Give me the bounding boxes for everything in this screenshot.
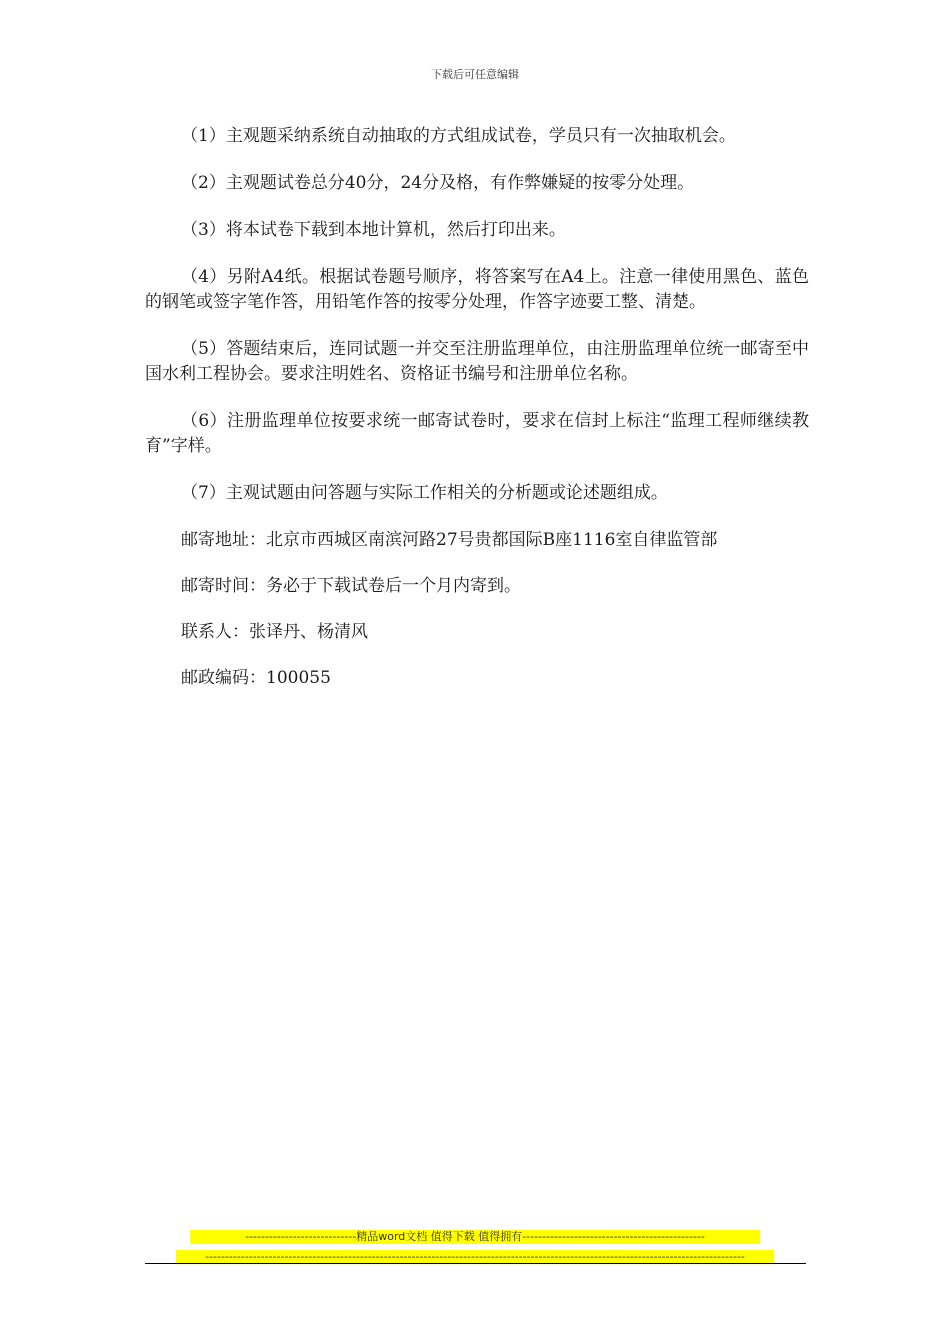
rule-item-1: （1）主观题采纳系统自动抽取的方式组成试卷，学员只有一次抽取机会。 — [181, 126, 736, 146]
rule-item-3: （3）将本试卷下载到本地计算机，然后打印出来。 — [181, 220, 566, 240]
rule-item-4: （4）另附A4纸。根据试卷题号顺序，将答案写在A4上。注意一律使用黑色、蓝色的钢笔或签字笔作答，用铅笔作答的按零分处理，作答字迹要工整、清楚。 — [145, 267, 809, 312]
rule-item-2: （2）主观题试卷总分40分，24分及格，有作弊嫌疑的按零分处理。 — [181, 173, 695, 193]
document-body — [145, 124, 809, 712]
footer-banner-line-2: ---------------------------------------------------------------------------------------------------------------------------------------- — [176, 1250, 774, 1264]
footer-banner-line-1: ----------------------------精品word文档 值得下载 值得拥有---------------------------------------------- — [190, 1230, 760, 1244]
contact-persons: 联系人：张译丹、杨清风 — [181, 622, 368, 642]
mailing-time: 邮寄时间：务必于下载试卷后一个月内寄到。 — [181, 576, 521, 596]
rule-item-6: （6）注册监理单位按要求统一邮寄试卷时，要求在信封上标注“监理工程师继续教育”字样。 — [145, 411, 809, 456]
rule-item-5: （5）答题结束后，连同试题一并交至注册监理单位，由注册监理单位统一邮寄至中国水利工程协会。要求注明姓名、资格证书编号和注册单位名称。 — [145, 339, 809, 384]
mailing-address: 邮寄地址：北京市西城区南滨河路27号贵都国际B座1116室自律监管部 — [181, 530, 718, 550]
postal-code: 邮政编码：100055 — [181, 668, 331, 688]
page-header: 下载后可任意编辑 — [431, 68, 519, 81]
footer-divider — [145, 1263, 806, 1264]
rule-item-7: （7）主观试题由问答题与实际工作相关的分析题或论述题组成。 — [181, 483, 668, 503]
